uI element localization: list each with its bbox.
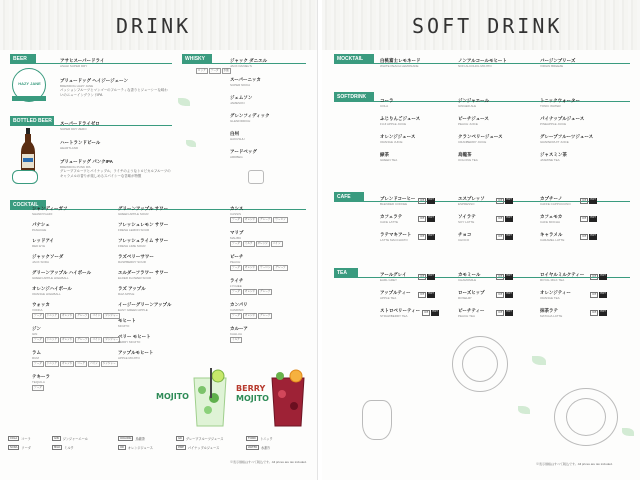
berry-mojito-label-2: MOJITO <box>236 394 269 403</box>
menu-item[interactable]: ライチ LYCHEE ソーダ オレンジ グレープ <box>230 278 271 293</box>
temp-badges: ICE HOT <box>420 234 434 238</box>
menu-item[interactable]: エスプレッソ ESPRESSO <box>458 196 485 206</box>
menu-item[interactable]: スーパーニッカ SUPER NIKKA <box>230 77 261 87</box>
glass-sketch <box>248 170 264 184</box>
punk-ipa-badge <box>12 170 38 184</box>
menu-item[interactable]: カフェモカ CAFE MOCHA <box>540 214 563 224</box>
mixer-legend <box>8 436 308 454</box>
pitcher-sketch <box>362 400 392 440</box>
berry-mojito-glass-icon <box>268 368 308 430</box>
menu-item[interactable]: ジャックソーダ JACK SODA <box>32 254 64 264</box>
temp-badges: ICE HOT <box>420 274 434 278</box>
tax-footnote: ※表示価格はすべて税込です。All prices are tax included. <box>536 462 613 466</box>
menu-item[interactable]: ジンジャエール GINGER ALE <box>458 98 490 108</box>
menu-item[interactable]: オレンジジュース ORANGE JUICE <box>380 134 416 144</box>
leaf-decoration <box>622 428 634 436</box>
menu-item[interactable]: グリーンアップル ハイボール GREEN APPLE HIGHBALL <box>32 270 92 280</box>
menu-item[interactable]: 緑茶 GREEN TEA <box>380 152 398 162</box>
menu-item[interactable]: ジェムソン JAMESON <box>230 95 253 105</box>
temp-badges: ICE HOT <box>592 310 606 314</box>
menu-item[interactable]: ピーチ PEACH ソーダ オレンジ ウーロン グレープ <box>230 254 286 269</box>
hazy-jane-logo: HAZY JANE <box>12 68 46 102</box>
legend-item: PINE パイナップルジュース <box>178 446 220 450</box>
menu-item[interactable]: ラム RUM ソーダ トニック オレンジ コーク パイン ジンジャー <box>32 350 116 365</box>
section-heading-whisky: WHISKY <box>182 54 212 64</box>
menu-item[interactable]: ブリュードッグ ヘイジージェーン BREWDOG HAZY JANE パッションフルーツとマンゴーのフルーティな香りとジューシーな味わいのニューイングランドIPA <box>60 78 168 97</box>
section-heading-beer: BEER <box>10 54 36 64</box>
menu-item[interactable]: ブレンドコーヒー BLENDED COFFEE <box>380 196 416 206</box>
menu-item[interactable]: モヒート MOJITO <box>118 318 136 328</box>
legend-item: OOLONG 烏龍茶 <box>120 437 145 441</box>
menu-item[interactable]: ノンアルコールモヒート NON ALCOHOL MOJITO <box>458 58 507 68</box>
menu-item[interactable]: ベリー モヒート BERRY MOJITO <box>118 334 151 344</box>
menu-item[interactable]: 烏龍茶 OOLONG TEA <box>458 152 478 162</box>
menu-item[interactable]: ジン GIN ソーダ トニック オレンジ グレープ パイン ジンジャー <box>32 326 119 341</box>
legend-item: GR グレープフルーツジュース <box>178 437 224 441</box>
temp-badges: ICE HOT <box>592 292 606 296</box>
page-title-soft-drink: SOFT DRINK <box>412 14 563 38</box>
menu-item[interactable]: ジャスミン茶 JASMINE TEA <box>540 152 567 162</box>
menu-item[interactable]: ふじりんごジュース FUJI APPLE JUICE <box>380 116 421 126</box>
leaf-decoration <box>532 356 546 365</box>
menu-item[interactable]: パナシェ PANACHE <box>32 222 50 232</box>
page-title-drink: DRINK <box>116 14 192 38</box>
tax-footnote: ※表示価格はすべて税込です。All prices are tax included. <box>230 460 307 464</box>
menu-item[interactable]: ラズ アップル RAZ APPLE <box>118 286 146 296</box>
drink-page <box>0 0 318 480</box>
menu-item[interactable]: アードベッグ ARDBEG <box>230 149 257 159</box>
menu-item[interactable]: クランベリージュース CRANBERRY JUICE <box>458 134 503 144</box>
menu-item[interactable]: ローズヒップ ROSEHIP <box>458 290 485 300</box>
menu-item[interactable]: ウォッカ VODKA ソーダ トニック オレンジ グレープ パイン ジンジャー <box>32 302 119 317</box>
temp-badges: ICE HOT <box>420 216 434 220</box>
legend-item: COLA コーラ <box>10 437 31 441</box>
menu-item[interactable]: ソイラテ SOY LATTE <box>458 214 476 224</box>
menu-item[interactable]: アップルモヒート APPLE MOJITO <box>118 350 154 360</box>
soft-drink-page <box>322 0 640 480</box>
legend-item: GIN ジンジャーエール <box>54 437 88 441</box>
menu-item[interactable]: フレッシュレモン サワー FRESH LEMON SOUR <box>118 222 169 232</box>
menu-item[interactable]: スーパードライゼロ SUPER DRY ZERO <box>60 121 100 131</box>
menu-item[interactable]: レッドアイ RED EYE <box>32 238 54 248</box>
menu-item[interactable]: カルーア KAHLUA ミルク <box>230 326 248 341</box>
menu-item[interactable]: カフェラテ CAFE LATTE <box>380 214 403 224</box>
temp-badges: ICE HOT <box>420 292 434 296</box>
menu-item[interactable]: 白州 HAKUSHU <box>230 131 245 141</box>
temp-badges: ICE HOT <box>424 310 438 314</box>
section-heading-softdrink: SOFTDRINK <box>334 92 374 102</box>
temp-badges: ICE HOT <box>582 216 596 220</box>
menu-item[interactable]: カンパリ CAMPARI ソーダ オレンジ グレープ <box>230 302 271 317</box>
menu-item[interactable]: カシス CASSIS ソーダ オレンジ グレープ ウーロン <box>230 206 286 221</box>
menu-item[interactable]: アールグレイ EARL GREY <box>380 272 407 282</box>
menu-item[interactable]: チョコ CHOCO <box>458 232 472 242</box>
temp-badges: ICE HOT <box>592 274 606 278</box>
menu-item[interactable]: テキーラ TEQUILA ソーダ <box>32 374 50 389</box>
leaf-decoration <box>186 140 196 147</box>
section-divider <box>374 101 630 102</box>
menu-item[interactable]: アップルティー APPLE TEA <box>380 290 411 300</box>
temp-badges: ICE HOT <box>420 198 434 202</box>
menu-item[interactable]: グリーンアップル サワー GREEN APPLE SOUR <box>118 206 169 216</box>
temp-badges: ICE HOT <box>498 310 512 314</box>
menu-item[interactable]: シャンディーガフ SHANDYGAFF <box>32 206 68 216</box>
coffee-inner-sketch <box>566 398 606 436</box>
menu-item[interactable]: グレープフルーツジュース GRAPEFRUIT JUICE <box>540 134 594 144</box>
menu-item[interactable]: コーラ COLA <box>380 98 394 108</box>
temp-badges: ICE HOT <box>582 198 596 202</box>
menu-item[interactable]: マリブ MALIBU ソーダ ミルク オレンジ パイン <box>230 230 281 245</box>
menu-item[interactable]: イージーグリーンアップル EASY GREEN APPLE <box>118 302 172 312</box>
legend-item: SODA ソーダ <box>10 446 31 450</box>
menu-item[interactable]: オレンジティー ORANGE TEA <box>540 290 571 300</box>
menu-item[interactable]: グレンフィディック GLENFIDDICH <box>230 113 270 123</box>
berry-mojito-label-1: BERRY <box>236 384 266 393</box>
menu-item[interactable]: アサヒスーパードライ ASAHI SUPER DRY <box>60 58 105 68</box>
teacup-inner-sketch <box>462 346 498 382</box>
temp-badges: ICE HOT <box>498 216 512 220</box>
menu-item[interactable]: ストロベリーティー STRAWBERRY TEA <box>380 308 421 318</box>
menu-item[interactable]: エルダーフラワー サワー ELDER FLOWER SOUR <box>118 270 169 280</box>
menu-item[interactable]: フレッシュライム サワー FRESH LIME SOUR <box>118 238 169 248</box>
legend-item: WATER 水割り <box>248 446 271 450</box>
menu-item[interactable]: ブリュードッグ パンクIPA BREWDOG PUNK IPA グレープフルーツとパイナップル、ライチのようなトロピカルフルーツのキャラメルの香りが楽しめるスパイシーな苦味が特徴 <box>60 159 171 178</box>
temp-badges: ICE HOT <box>498 292 512 296</box>
menu-item[interactable]: ピーチジュース PEACH JUICE <box>458 116 489 126</box>
temp-badges: ICE HOT <box>498 198 512 202</box>
section-heading-mocktail: MOCKTAIL <box>334 54 374 64</box>
menu-item[interactable]: ピーチティー PEACH TEA <box>458 308 485 318</box>
menu-item[interactable]: トニックウォーター TONIC WATER <box>540 98 580 108</box>
menu-item[interactable]: ラズベリーサワー RASPBERRY SOUR <box>118 254 154 264</box>
menu-item[interactable]: カモミール CHAMOMILE <box>458 272 481 282</box>
mixer-tags: ロック ソーダ 水割 <box>198 69 229 72</box>
temp-badges: ICE HOT <box>498 274 512 278</box>
menu-item[interactable]: オレンジハイボール ORANGE HIGHBALL <box>32 286 72 296</box>
menu-item[interactable]: ハートランドビール HEARTLAND <box>60 140 101 150</box>
section-heading-cocktail: COCKTAIL <box>10 200 46 210</box>
menu-item[interactable]: カプチーノ CAFFE CAPPUCCINO <box>540 196 571 206</box>
legend-item: OR オレンジジュース <box>120 446 153 450</box>
menu-item[interactable]: パイナップルジュース PINEAPPLE JUICE <box>540 116 585 126</box>
menu-item[interactable]: 白桃富士レモネード WHITE PEACH LEMONADE <box>380 58 421 68</box>
menu-item[interactable]: 抹茶ラテ MATCHA LATTE <box>540 308 563 318</box>
section-heading-cafe: CAFE <box>334 192 364 202</box>
leaf-decoration <box>178 98 190 106</box>
mojito-label: MOJITO <box>156 392 189 401</box>
logo-ribbon <box>12 96 46 101</box>
menu-item[interactable]: ラテマキアート LATTE MACCHIATO <box>380 232 412 242</box>
menu-item[interactable]: キャラメル CARAMEL LATTE <box>540 232 565 242</box>
section-heading-bottled-beer: BOTTLED BEER <box>10 116 54 126</box>
menu-item[interactable]: バージンブリーズ VIRGIN BREEZE <box>540 58 576 68</box>
section-heading-tea: TEA <box>334 268 358 278</box>
leaf-decoration <box>518 406 530 414</box>
legend-item: MILK ミルク <box>54 446 74 450</box>
legend-item: TONIC トニック <box>248 437 273 441</box>
mojito-glass-icon <box>190 368 230 430</box>
menu-item[interactable]: ロイヤルミルクティー ROYAL MILK TEA <box>540 272 585 282</box>
temp-badges: ICE HOT <box>582 234 596 238</box>
menu-item[interactable]: ジャック ダニエル JACK DANIEL'S <box>230 58 268 68</box>
temp-badges: ICE HOT <box>498 234 512 238</box>
